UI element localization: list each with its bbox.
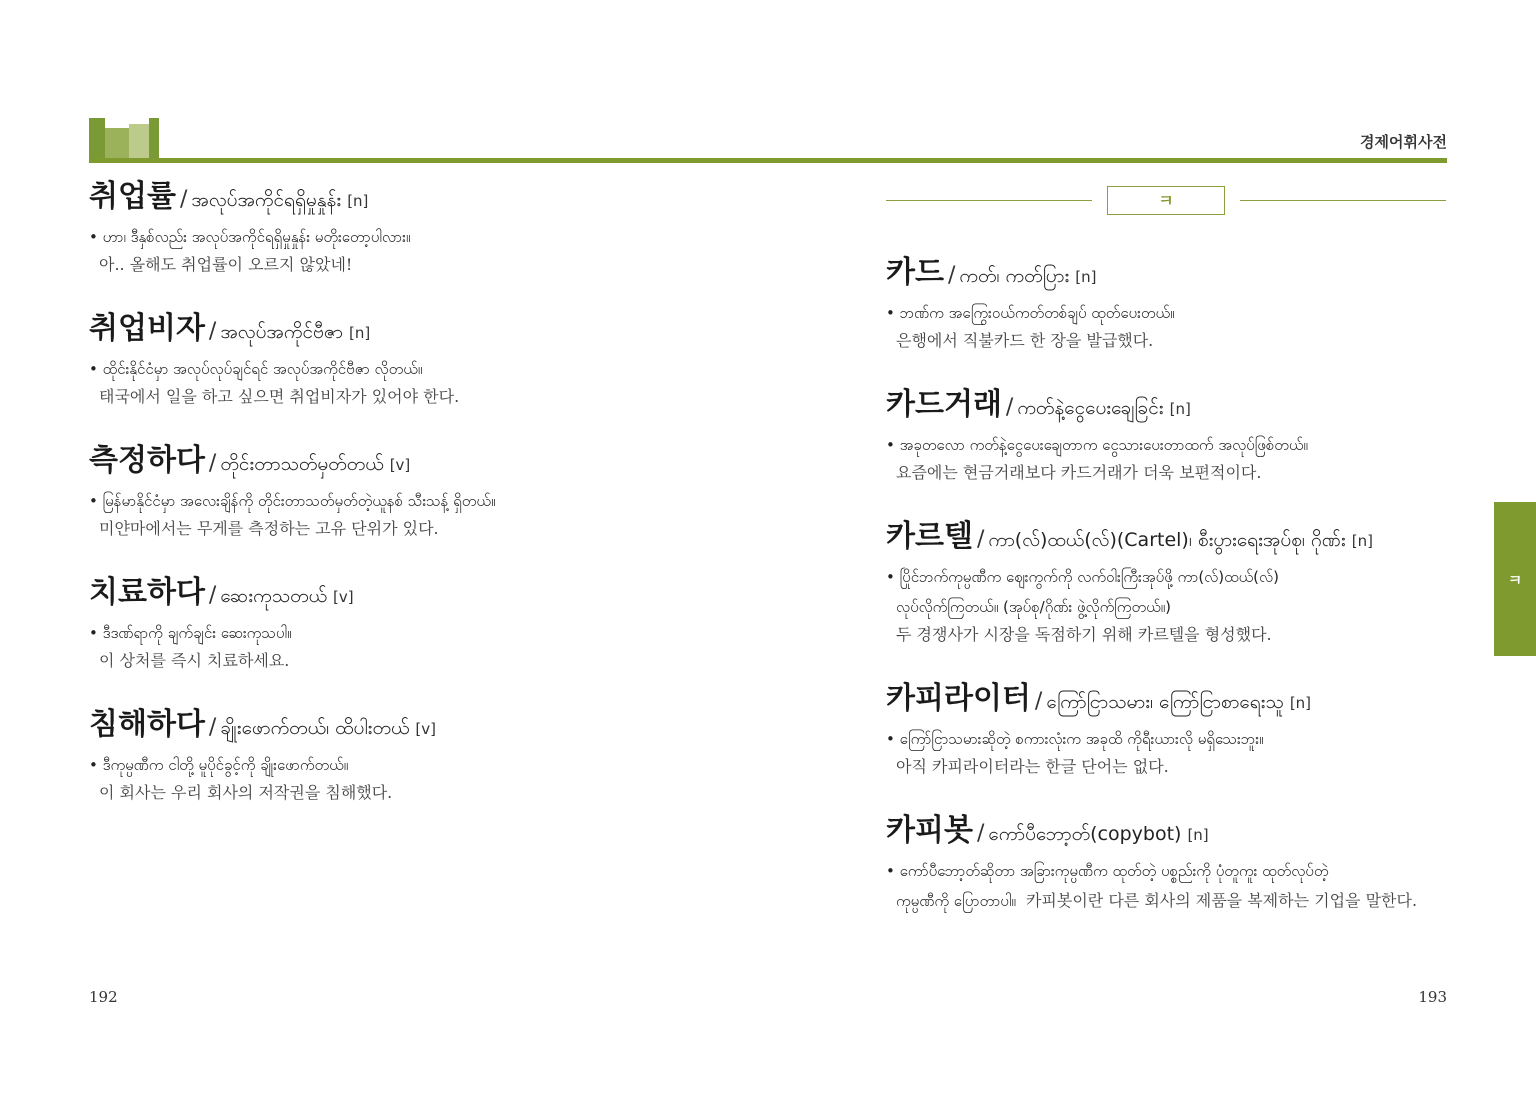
right-page-entries	[886, 186, 1451, 946]
meaning: ကြော်ငြာသမား၊ ကြော်ငြာစာရေးသူ	[1046, 691, 1284, 713]
page-number-right: 193	[1418, 988, 1447, 1006]
meaning: ချိုးဖောက်တယ်၊ ထိပါးတယ်	[220, 717, 410, 739]
example-korean: 미얀마에서는 무게를 측정하는 고유 단위가 있다.	[99, 519, 439, 538]
example-korean: 아직 카피라이터라는 한글 단어는 없다.	[896, 757, 1169, 776]
part-of-speech: [n]	[1289, 694, 1312, 712]
example-korean: 두 경쟁사가 시장을 독점하기 위해 카르텔을 형성했다.	[896, 625, 1272, 644]
section-side-tab[interactable]: ㅋ	[1494, 502, 1536, 656]
headword: 측정하다	[89, 443, 205, 478]
example-myanmar-continued: ကုမ္ပဏီကို ပြောတာပါ။	[896, 892, 1016, 910]
example-myanmar: • အခုတလော ကတ်နဲ့ငွေပေးချေတာက ငွေသားပေးတာထက် အလုပ်ဖြစ်တယ်။	[886, 436, 1308, 454]
example-korean: 아.. 올해도 취업률이 오르지 않았네!	[99, 255, 353, 274]
part-of-speech: [v]	[389, 456, 411, 474]
headword: 취업률	[89, 179, 176, 214]
headword: 치료하다	[89, 575, 205, 610]
meaning: အလုပ်အကိုင်ဗီဇာ	[220, 321, 343, 343]
dictionary-entry: 카드거래 / ကတ်နဲ့ငွေပေးချေခြင်း [n] • အခုတလော ကတ်နဲ့ငွေပေးချေတာက ငွေသားပေးတာထက် အလုပ်ဖြစ်တယ်။ 요즘에는 현금거래보다 카드거래가 더욱 보편적이다.	[886, 384, 1451, 486]
dictionary-entry: 취업비자 / အလုပ်အကိုင်ဗီဇာ [n] • ထိုင်းနိုင်ငံမှာ အလုပ်လုပ်ချင်ရင် အလုပ်အကိုင်ဗီဇာ လိုတယ်။ 태국에서 일을 하고 싶으면 취업비자가 있어야 한다.	[89, 308, 729, 410]
headword: 카드거래	[886, 387, 1002, 422]
example-myanmar: • ဘဏ်က အကြွေးဝယ်ကတ်တစ်ချပ် ထုတ်ပေးတယ်။	[886, 304, 1175, 322]
page-number-left: 192	[89, 988, 118, 1006]
example-korean: 태국에서 일을 하고 싶으면 취업비자가 있어야 한다.	[99, 387, 460, 406]
part-of-speech: [v]	[333, 588, 354, 606]
section-letter: ㅋ	[1107, 186, 1225, 215]
section-header	[886, 186, 1451, 216]
dictionary-entry: 카드 / ကတ်၊ ကတ်ပြား [n] • ဘဏ်က အကြွေးဝယ်ကတ်တစ်ချပ် ထုတ်ပေးတယ်။ 은행에서 직불카드 한 장을 발급했다.	[886, 252, 1451, 354]
part-of-speech: [n]	[1169, 400, 1191, 418]
headword: 카피봇	[886, 813, 973, 848]
dictionary-entry: 카르텔 / ကာ(လ်)ထယ်(လ်)(Cartel)၊ စီးပွားရေးအုပ်စု၊ ဂိုဏ်း [n] • ပြိုင်ဘက်ကုမ္ပဏီက ဈေးကွက်ကို လက်ဝါးကြီးအုပ်ဖို့ ကာ(လ်)ထယ်(လ်) လုပ်လိုက်ကြတယ်။ (အုပ်စု/ဂိုဏ်း ဖွဲ့လိုက်ကြတယ်။) 두 경쟁사가 시장을 독점하기 위해 카르텔을 형성했다.	[886, 516, 1451, 648]
left-page-entries	[89, 176, 729, 836]
example-myanmar: • ပြိုင်ဘက်ကုမ္ပဏီက ဈေးကွက်ကို လက်ဝါးကြီးအုပ်ဖို့ ကာ(လ်)ထယ်(လ်)	[886, 568, 1279, 586]
example-myanmar: • ဒီဒဏ်ရာကို ချက်ချင်း ဆေးကုသပါ။	[89, 624, 292, 642]
meaning: တိုင်းတာသတ်မှတ်တယ်	[220, 453, 384, 475]
header-rule	[89, 158, 1447, 163]
book-title: 경제어휘사전	[1360, 133, 1447, 151]
example-korean: 요즘에는 현금거래보다 카드거래가 더욱 보편적이다.	[896, 463, 1262, 482]
headword: 카피라이터	[886, 681, 1031, 716]
example-myanmar: • ကြော်ငြာသမားဆိုတဲ့ စကားလုံးက အခုထိ ကိုရီးယားလို မရှိသေးဘူး။	[886, 730, 1264, 748]
meaning: ကတ်နဲ့ငွေပေးချေခြင်း	[1017, 397, 1164, 419]
part-of-speech: [n]	[1351, 532, 1373, 550]
example-korean: 은행에서 직불카드 한 장을 발급했다.	[896, 331, 1154, 350]
example-korean: 이 회사는 우리 회사의 저작권을 침해했다.	[99, 783, 393, 802]
dictionary-entry: 취업률 / အလုပ်အကိုင်ရရှိမှုနှုန်း [n] • ဟာ၊ ဒီနှစ်လည်း အလုပ်အကိုင်ရရှိမှုနှုန်း မတိုးတော့ပါလား။ 아.. 올해도 취업률이 오르지 않았네!	[89, 176, 729, 278]
example-korean: 이 상처를 즉시 치료하세요.	[99, 651, 290, 670]
example-line-continued	[886, 886, 1451, 916]
headword: 침해하다	[89, 707, 205, 742]
dictionary-entry: 측정하다 / တိုင်းတာသတ်မှတ်တယ် [v] • မြန်မာနိုင်ငံမှာ အလေးချိန်ကို တိုင်းတာသတ်မှတ်တဲ့ယူနစ် သီးသန့် ရှိတယ်။ 미얀마에서는 무게를 측정하는 고유 단위가 있다.	[89, 440, 729, 542]
meaning: ကော်ပီဘော့တ်(copybot)	[988, 823, 1182, 845]
dictionary-entry: 카피봇 / ကော်ပီဘော့တ်(copybot) [n] • ကော်ပီဘော့တ်ဆိုတာ အခြားကုမ္ပဏီက ထုတ်တဲ့ ပစ္စည်းကို ပုံတူကူး ထုတ်လုပ်တဲ့ ကုမ္ပဏီကို ပြောတာပါ။ 카피봇이란 다른 회사의 제품을 복제하는 기업을 말한다.	[886, 810, 1451, 916]
headword: 카드	[886, 255, 944, 290]
part-of-speech: [n]	[1075, 268, 1097, 286]
example-korean: 카피봇이란 다른 회사의 제품을 복제하는 기업을 말한다.	[1025, 891, 1418, 910]
meaning: ဆေးကုသတယ်	[220, 585, 328, 607]
dictionary-entry: 침해하다 / ချိုးဖောက်တယ်၊ ထိပါးတယ် [v] • ဒီကုမ္ပဏီက ငါတို့ မူပိုင်ခွင့်ကို ချိုးဖောက်တယ်။ 이 회사는 우리 회사의 저작권을 침해했다.	[89, 704, 729, 806]
dictionary-entry: 치료하다 / ဆေးကုသတယ် [v] • ဒီဒဏ်ရာကို ချက်ချင်း ဆေးကုသပါ။ 이 상처를 즉시 치료하세요.	[89, 572, 729, 674]
example-myanmar-continued: လုပ်လိုက်ကြတယ်။ (အုပ်စု/ဂိုဏ်း ဖွဲ့လိုက်ကြတယ်။)	[896, 598, 1172, 616]
part-of-speech: [n]	[348, 324, 371, 342]
dictionary-entry: 카피라이터 / ကြော်ငြာသမား၊ ကြော်ငြာစာရေးသူ [n] • ကြော်ငြာသမားဆိုတဲ့ စကားလုံးက အခုထိ ကိုရီးယားလို မရှိသေးဘူး။ 아직 카피라이터라는 한글 단어는 없다.	[886, 678, 1451, 780]
example-myanmar: • ကော်ပီဘော့တ်ဆိုတာ အခြားကုမ္ပဏီက ထုတ်တဲ့ ပစ္စည်းကို ပုံတူကူး ထုတ်လုပ်တဲ့	[886, 862, 1329, 880]
headword: 카르텔	[886, 519, 973, 554]
example-myanmar: • ဟာ၊ ဒီနှစ်လည်း အလုပ်အကိုင်ရရှိမှုနှုန်း မတိုးတော့ပါလား။	[89, 228, 411, 246]
headword: 취업비자	[89, 311, 205, 346]
meaning: အလုပ်အကိုင်ရရှိမှုနှုန်း	[191, 189, 342, 211]
example-myanmar: • မြန်မာနိုင်ငံမှာ အလေးချိန်ကို တိုင်းတာသတ်မှတ်တဲ့ယူနစ် သီးသန့် ရှိတယ်။	[89, 492, 496, 510]
example-myanmar: • ထိုင်းနိုင်ငံမှာ အလုပ်လုပ်ချင်ရင် အလုပ်အကိုင်ဗီဇာ လိုတယ်။	[89, 360, 423, 378]
part-of-speech: [n]	[347, 192, 369, 210]
header-decoration	[89, 118, 159, 158]
meaning: ကတ်၊ ကတ်ပြား	[959, 265, 1070, 287]
example-myanmar: • ဒီကုမ္ပဏီက ငါတို့ မူပိုင်ခွင့်ကို ချိုးဖောက်တယ်။	[89, 756, 349, 774]
part-of-speech: [n]	[1187, 826, 1209, 844]
meaning: ကာ(လ်)ထယ်(လ်)(Cartel)၊ စီးပွားရေးအုပ်စု၊ ဂိုဏ်း	[988, 529, 1346, 551]
part-of-speech: [v]	[415, 720, 437, 738]
